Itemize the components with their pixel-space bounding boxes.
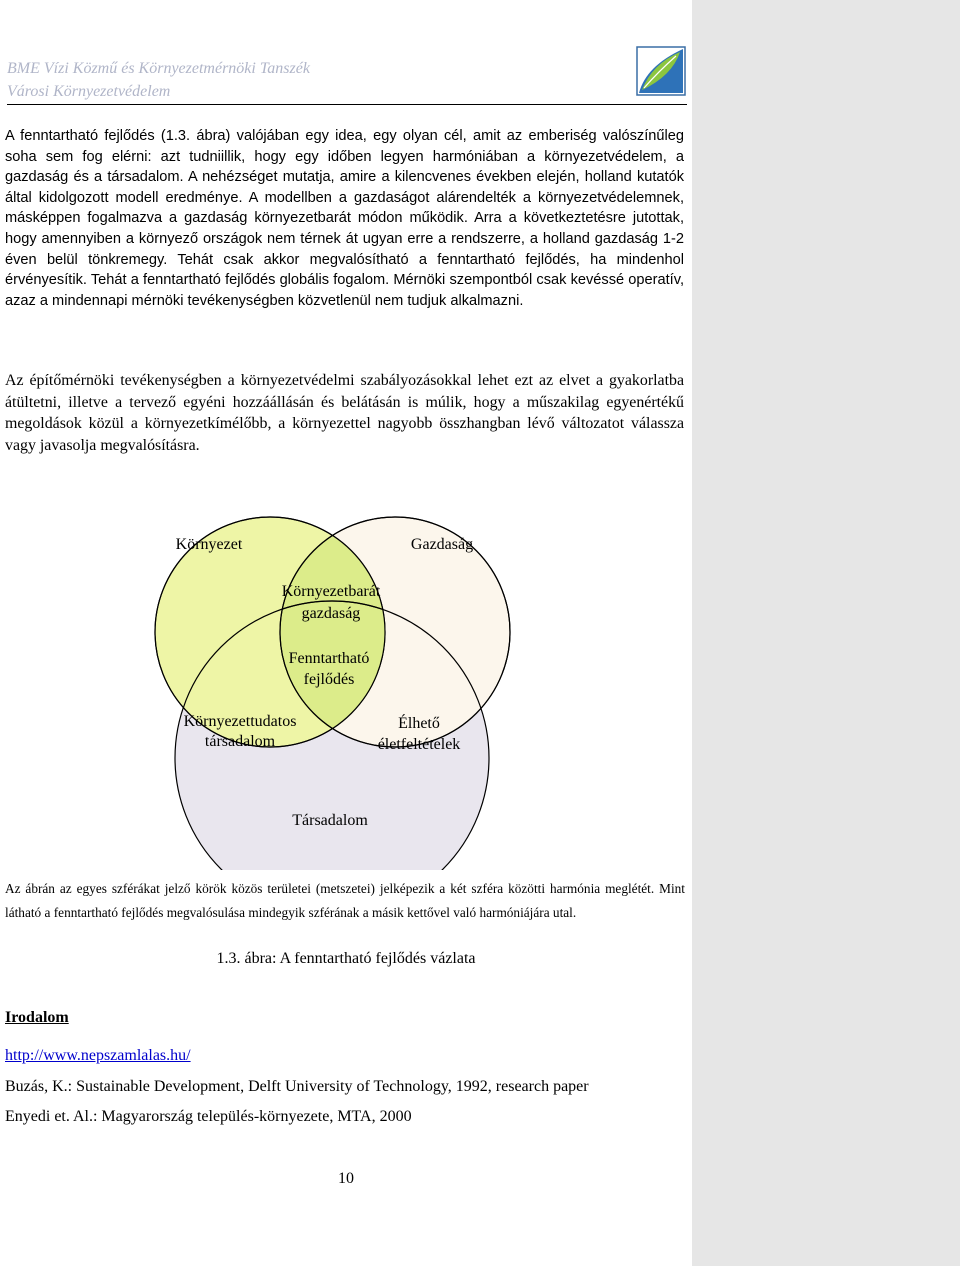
header-department: BME Vízi Közmű és Környezetmérnöki Tanszék xyxy=(7,60,310,77)
paragraph-civil-engineering: Az építőmérnöki tevékenységben a környezetvédelmi szabályozásokkal lehet ezt az elvet a gyakorlatba átültetni, illetve a tervező egyéni hozzáállásán és belátásán is múlik, hogy a műszakilag egyenértékű megoldások közül a környezetkímélőbb, a környezettel nagyobb összhangban lévő változatot válassza vagy javasolja megvalósításra. xyxy=(5,372,684,454)
label-conscious-society-2: társadalom xyxy=(204,733,276,750)
header-course: Városi Környezetvédelem xyxy=(7,83,171,100)
label-livable-conditions: Élhető xyxy=(398,715,440,732)
venn-diagram xyxy=(0,500,692,870)
reference-link[interactable]: http://www.nepszamlalas.hu/ xyxy=(5,1047,191,1064)
page-header xyxy=(7,57,310,103)
reference-item: Buzás, K.: Sustainable Development, Delft University of Technology, 1992, research paper xyxy=(5,1078,589,1095)
label-sustainable-development: Fenntartható xyxy=(288,650,370,667)
label-sustainable-development-2: fejlődés xyxy=(303,671,355,688)
reference-item: Enyedi et. Al.: Magyarország település-környezete, MTA, 2000 xyxy=(5,1108,412,1125)
header-rule xyxy=(7,104,687,105)
label-conscious-society: Környezettudatos xyxy=(183,713,297,730)
label-society: Társadalom xyxy=(292,812,368,829)
references-heading: Irodalom xyxy=(5,1009,69,1026)
page-number: 10 xyxy=(338,1170,354,1187)
leaf-logo-icon xyxy=(636,46,686,96)
figure-caption: 1.3. ábra: A fenntartható fejlődés vázlata xyxy=(216,950,476,967)
label-eco-friendly-economy-2: gazdaság xyxy=(301,605,361,622)
label-environment: Környezet xyxy=(175,536,243,553)
label-eco-friendly-economy: Környezetbarát xyxy=(281,583,381,600)
figure-explanation: Az ábrán az egyes szférákat jelző körök közös területei (metszetei) jelképezik a két szféra közötti harmónia meglétét. Mint látható a fenntartható fejlődés megvalósulása mindegyik szférának a másik kettővel való harmóniájára utal. xyxy=(5,881,685,920)
comment-margin-pane xyxy=(692,0,960,1266)
paragraph-sustainable-development: A fenntartható fejlődés (1.3. ábra) valójában egy idea, egy olyan cél, amit az emberiség valószínűleg soha sem fog elérni: azt tudniillik, hogy egy időben legyen harmóniában a környezetvédelem, a gazdaság és a társadalom. A nehézséget mutatja, amire a kilencvenes években elején, holland kutatók által kidolgozott modell eredménye. A modellben a gazdaságot alárendelték a környezetvédelemnek, másképpen fogalmazva a gazdaság környezetbarát módon működik. Arra a következtetésre jutottak, hogy amennyiben a környező országok nem térnek át ugyan erre a rendszerre, a holland gazdaság 1-2 éven belül tönkremegy. Tehát csak akkor megvalósítható a fenntartható fejlődés, ha mindenhol érvényesítik. Tehát a fenntartható fejlődés globális fogalom. Mérnöki szempontból csak kevéssé operatív, azaz a mindennapi mérnöki tevékenységben közvetlenül nem tudjuk alkalmazni. xyxy=(5,128,684,309)
label-economy: Gazdaság xyxy=(410,536,474,553)
label-livable-conditions-2: életfeltételek xyxy=(377,736,461,753)
